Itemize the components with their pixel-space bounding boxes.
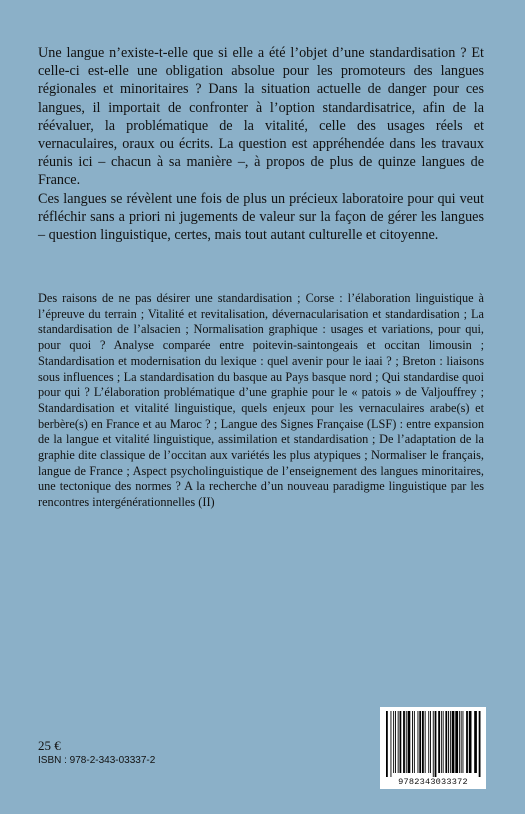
barcode-bar xyxy=(403,711,405,773)
barcode-bar xyxy=(452,711,455,773)
barcode-bar xyxy=(395,711,396,773)
barcode-bar xyxy=(414,711,415,773)
price: 25 € xyxy=(38,738,61,753)
barcode-bar xyxy=(469,711,472,773)
barcode-bars xyxy=(380,707,486,779)
barcode-bar xyxy=(474,711,477,773)
barcode-bar xyxy=(463,711,464,773)
barcode-bar xyxy=(422,711,424,773)
barcode-bar xyxy=(393,711,394,773)
barcode-bar xyxy=(425,711,426,773)
barcode-bar xyxy=(459,711,460,773)
barcode-bar xyxy=(419,711,421,773)
barcode-bar xyxy=(443,711,444,773)
isbn-number: ISBN : 978-2-343-03337-2 xyxy=(38,755,156,766)
barcode-bar xyxy=(441,711,442,773)
summary-paragraph-2: Ces langues se révèlent une fois de plus un précieux laboratoire pour qui veut réfléchir sans a priori ni jugements de valeur sur la façon de gérer les langues – question linguistique, certes, mais tout autant culturelle et citoyenne. xyxy=(38,190,484,244)
barcode-digits: 9782343033372 xyxy=(398,777,468,787)
barcode-bar xyxy=(386,711,388,777)
barcode-bar xyxy=(433,711,434,777)
barcode-bar xyxy=(466,711,468,773)
barcode-bar xyxy=(450,711,451,773)
barcode-bar xyxy=(448,711,449,773)
barcode-bar xyxy=(391,711,392,777)
barcode-bar xyxy=(479,711,481,777)
barcode-bar xyxy=(408,711,411,773)
barcode-bar xyxy=(428,711,429,773)
barcode-bar xyxy=(400,711,402,773)
barcode-bar xyxy=(435,711,437,777)
barcode-bar xyxy=(455,711,458,773)
summary-paragraph-1: Une langue n’existe-t-elle que si elle a été l’objet d’une standardisation ? Et celle-ci est-elle une obligation absolue pour les promoteurs des langues régionales et minoritaires ? Dans la situation actuelle de danger pour ces langues, il importait de confronter à l’option standardisatrice, afin de la réévaluer, la problématique de la vitalité, celle des usages réels et vernaculaires, oraux ou écrits. La question est appréhendée dans les travaux réunis ici – chacun à sa manière –, à propos de plus de quinze langues de France. xyxy=(38,45,484,189)
back-cover-summary xyxy=(38,44,484,244)
barcode-bar xyxy=(406,711,407,773)
barcode-bar xyxy=(461,711,462,773)
barcode-bar xyxy=(438,711,440,773)
barcode-bar xyxy=(412,711,413,773)
barcode-bar xyxy=(430,711,431,773)
table-of-contents: Des raisons de ne pas désirer une standardisation ; Corse : l’élaboration linguistique à l’épreuve du terrain ; Vitalité et revitalisation, dévernacularisation et standardisation ; La standardisation de l’alsacien ; Normalisation graphique : usages et variations, pour qui, pour quoi ? Analyse comparée entre poitevin-saintongeais et occitan limousin ; Standardisation et modernisation du lexique : quel avenir pour le iaai ? ; Breton : liaisons sous influences ; La standardisation du basque au Pays basque nord ; Qui standardise quoi pour qui ? L’élaboration problématique d’une graphie pour le « patois » de Valjouffrey ; Standardisation et vitalité linguistique, quels enjeux pour les vernaculaires arabe(s) et berbère(s) en France et au Maroc ? ; Langue des Signes Française (LSF) : entre expansion de la langue et vitalité linguistique, assimilation et standardisation ; De l’adaptation de la graphie dite classique de l’occitan aux variétés les plus atypiques ; Normaliser le français, langue de France ; Aspect psycholinguistique de l’enseignement des langues minoritaires, une tectonique des normes ? A la recherche d’un nouveau paradigme linguistique par les rencontres intergénérationnelles (II) xyxy=(38,291,484,510)
barcode-bar xyxy=(398,711,399,773)
barcode-bar xyxy=(445,711,447,773)
barcode xyxy=(380,707,486,789)
barcode-bar xyxy=(418,711,419,773)
